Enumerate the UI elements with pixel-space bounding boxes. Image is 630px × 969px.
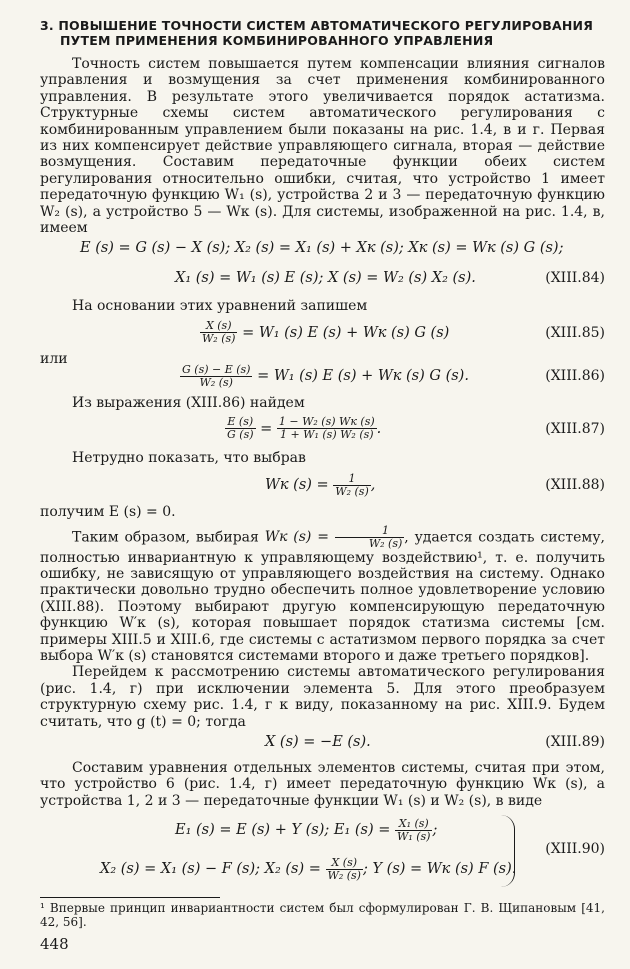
eq87-left-numerator: E (s) <box>225 416 256 429</box>
inline-numerator: 1 <box>335 525 404 538</box>
eq90-line1-numerator: X₁ (s) <box>395 818 432 831</box>
equation-89-body: X (s) = −E (s). <box>265 733 371 750</box>
eq90-line1-denominator: W₁ (s) <box>397 829 431 843</box>
equation-90-line-1: E₁ (s) = E (s) + Y (s); E₁ (s) = $\frac{\text{X₁ (s)}}{\text{W₁ (s)}}$ ; <box>175 816 438 843</box>
inline-wk-fraction <box>335 525 404 550</box>
equation-89-number: (XIII.89) <box>545 733 605 750</box>
equation-88-fraction <box>333 473 370 498</box>
equation-90-line2-tail: ; Y (s) = Wк (s) F (s). <box>362 861 517 878</box>
paragraph-5: Нетрудно показать, что выбрав <box>72 449 306 466</box>
page-number: 448 <box>40 935 69 953</box>
footnote-rule <box>40 897 220 898</box>
page-content <box>40 18 605 929</box>
equation-a-body: E (s) = G (s) − X (s); X₂ (s) = X₁ (s) + Xк (s); Xк (s) = Wк (s) G (s); <box>80 240 564 257</box>
equation-89 <box>40 730 605 754</box>
paragraph-6: получим E (s) = 0. <box>40 504 176 521</box>
equation-87-left-fraction <box>225 416 256 441</box>
equation-86-number: (XIII.86) <box>545 368 605 385</box>
equation-84-number: (XIII.84) <box>545 270 605 287</box>
paragraph-1: Точность систем повышается путем компенсации влияния сигналов управления и возмущения за счет применения комбинированного управления. В результате этого увеличивается порядок астатизма. Структурные схемы систем автоматического регулирования с комбинированным управлением были показаны на рис. 1.4, в и г. Первая из них компенсирует действие управляющего сигнала, вторая — действие возмущения. Составим передаточные функции обеих систем регулирования относительно ошибки, считая, что устройство 1 имеет передаточную функцию W₁ (s), устройства 2 и 3 — передаточную функцию W₂ (s), а устройство 5 — Wк (s). Для системы, изображенной на рис. 1.4, в, имеем <box>40 56 605 237</box>
equation-84-body: X₁ (s) = W₁ (s) E (s); X (s) = W₂ (s) X₂ (s). <box>175 270 476 287</box>
equation-90-number: (XIII.90) <box>545 841 605 858</box>
inline-wk-formula <box>264 523 405 550</box>
equation-85 <box>40 315 605 351</box>
inline-wk-lhs: Wк (s) = <box>264 529 329 545</box>
paragraph-3: или <box>40 350 68 367</box>
equation-85-rest: = W₁ (s) E (s) + Wк (s) G (s) <box>242 324 450 341</box>
eq85-denominator: W₂ (s) <box>202 332 236 346</box>
equation-87-number: (XIII.87) <box>545 420 605 437</box>
eq87-right-denominator: 1 + W₁ (s) W₂ (s) <box>279 428 374 442</box>
equation-87: $\frac{E (s)}{G (s)}$ = $\frac{\text{1 − W₂ (s) Wк (s)}}{\text{1 + W₁ (s) W₂ (s)}}$ . (XIII.87) <box>40 412 605 446</box>
eq86-numerator: G (s) − E (s) <box>182 362 251 376</box>
eq87-right-numerator: 1 − W₂ (s) Wк (s) <box>278 415 375 429</box>
equation-86 <box>40 361 605 391</box>
heading-line-1: 3. ПОВЫШЕНИЕ ТОЧНОСТИ СИСТЕМ АВТОМАТИЧЕСКОГО РЕГУЛИРОВАНИЯ <box>40 18 594 33</box>
equation-86-rest: = W₁ (s) E (s) + Wк (s) G (s). <box>257 368 469 385</box>
equation-86-fraction <box>180 364 252 389</box>
equation-90-line1-text: E₁ (s) = E (s) + Y (s); E₁ (s) = <box>175 822 391 839</box>
equation-90-line1-fraction <box>395 818 432 843</box>
equation-90-brace <box>500 815 515 887</box>
paragraph-9: Составим уравнения отдельных элементов системы, считая при этом, что устройство 6 (рис. 1.4, г) имеет передаточную функцию Wк (s), а устройства 1, 2 и 3 — передаточные функции W₁ (s) и W₂ (s), в виде <box>40 759 605 809</box>
equation-90-line2-text: X₂ (s) = X₁ (s) − F (s); X₂ (s) = <box>100 861 321 878</box>
equation-90-line2-fraction <box>326 857 363 882</box>
inline-denominator: W₂ (s) <box>368 536 403 550</box>
equation-90-system <box>40 813 605 891</box>
eq90-line2-numerator: X (s) <box>326 857 363 870</box>
paragraph-7-lead: Таким образом, выбирая <box>72 529 259 545</box>
equation-88-number: (XIII.88) <box>545 477 605 494</box>
equation-84 <box>40 266 605 290</box>
equation-88: Wк (s) = $\frac{1}{\text{W₂ (s)}}$ , (XIII.88) <box>40 466 605 504</box>
eq85-numerator: X (s) <box>200 320 237 333</box>
eq90-line2-denominator: W₂ (s) <box>327 868 361 882</box>
equation-85-fraction <box>200 320 237 345</box>
eq86-denominator: W₂ (s) <box>199 375 233 389</box>
equation-88-lhs: Wк (s) = <box>265 477 329 494</box>
heading-line-2: ПУТЕМ ПРИМЕНЕНИЯ КОМБИНИРОВАННОГО УПРАВЛЕНИЯ <box>60 33 494 48</box>
footnote: ¹ Впервые принцип инвариантности систем был сформулирован Г. В. Щипановым [41, 42, 56]. <box>40 901 605 930</box>
eq88-numerator: 1 <box>333 473 370 486</box>
equation-85-number: (XIII.85) <box>545 324 605 341</box>
paragraph-7: Таким образом, выбирая Wк (s) = $\frac{1}{\text{W₂ (s)}}$ , удается создать систему, полностью инвариантную к управляющему воздействию¹, т. е. получить ошибку, не зависящую от управляющего воздействия на систему. Однако практически довольно трудно обеспечить полное удовлетворение условию (XIII.88). Поэтому выбирают другую компенсирующую передаточную функцию W′к (s), которая повышает порядок статизма системы [см. примеры XIII.5 и XIII.6, где системы с астатизмом первого порядка за счет выбора W′к (s) становятся системами второго и даже третьего порядков]. <box>40 523 606 664</box>
paragraph-7-body: удается создать систему, полностью инвариантную к управляющему воздействию¹, т. е. получить ошибку, не зависящую от управляющего воздействия на систему. Однако практически довольно трудно обеспечить полное удовлетворение условию (XIII.88). Поэтому выбирают другую компенсирующую передаточную функцию W′к (s), которая повышает порядок статизма системы [см. примеры XIII.5 и XIII.6, где системы с астатизмом первого порядка за счет выбора W′к (s) становятся системами второго и даже третьего порядков]. <box>40 529 606 664</box>
section-heading <box>40 18 605 48</box>
eq88-denominator: W₂ (s) <box>335 484 369 498</box>
eq87-left-denominator: G (s) <box>227 428 254 442</box>
paragraph-2: На основании этих уравнений запишем <box>72 298 368 315</box>
equation-90-line-2 <box>40 851 605 887</box>
equation-87-right-fraction <box>277 416 377 441</box>
paragraph-8: Перейдем к рассмотрению системы автоматического регулирования (рис. 1.4, г) при исключении элемента 5. Для этого преобразуем структурную схему рис. 1.4, г к виду, показанному на рис. XIII.9. Будем считать, что g (t) = 0; тогда <box>40 664 605 730</box>
equation-a <box>40 236 605 260</box>
paragraph-4: Из выражения (XIII.86) найдем <box>72 395 305 412</box>
